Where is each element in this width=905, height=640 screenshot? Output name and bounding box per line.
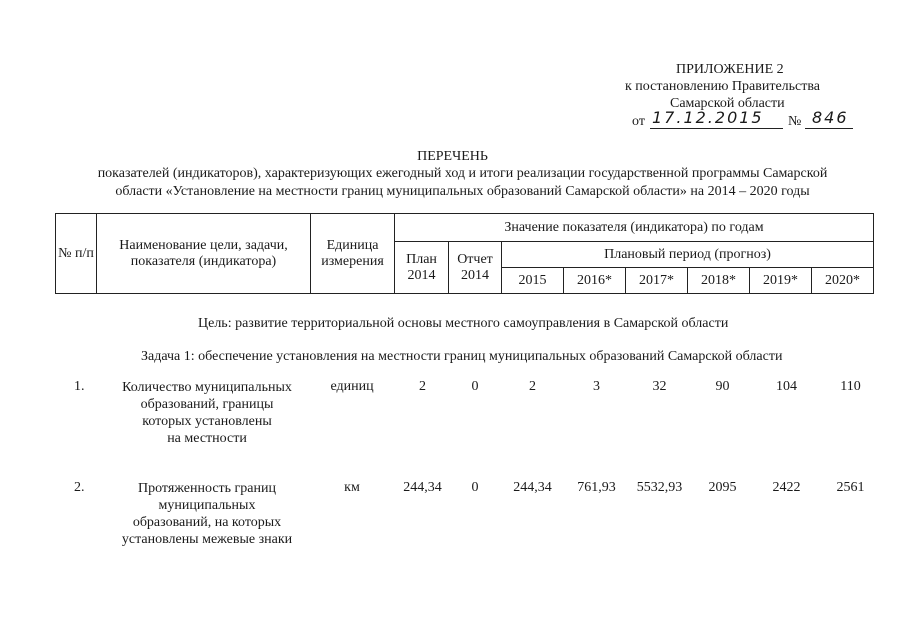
appendix-line-decree: к постановлению Правительства (625, 79, 821, 94)
row-2-value-2016: 761,93 (577, 480, 616, 495)
row-1-value-2015: 2 (529, 379, 536, 394)
header-values: Значение показателя (индикатора) по годам (395, 214, 874, 242)
row-1-number: 1. (74, 379, 85, 394)
appendix-date-value: 17.12.2015 (652, 108, 764, 127)
row-1-name-line: на местности (167, 431, 247, 446)
row-1-value-2019: 104 (776, 379, 797, 394)
header-report: Отчет 2014 (449, 242, 502, 294)
row-1-value-2017: 32 (652, 379, 667, 394)
row-2-name (102, 480, 312, 548)
header-year-2016: 2016* (564, 268, 626, 294)
header-planned-period: Плановый период (прогноз) (502, 242, 874, 268)
header-plan: План 2014 (395, 242, 449, 294)
header-year-2020: 2020* (812, 268, 874, 294)
document-title: ПЕРЕЧЕНЬ (417, 149, 488, 164)
header-year-2017: 2017* (626, 268, 688, 294)
row-1-name-line: образований, границы (140, 397, 274, 412)
row-2-value-2017: 5532,93 (636, 480, 683, 495)
appendix-line-region: Самарской области (670, 96, 785, 111)
appendix-number-value: 846 (812, 108, 849, 127)
row-2-name-line: образований, на которых (132, 515, 282, 530)
row-1-name (107, 379, 307, 447)
row-2-value-2018: 2095 (708, 480, 737, 495)
row-1-value-2016: 3 (593, 379, 600, 394)
row-2-value-2020: 2561 (836, 480, 865, 495)
row-2-report-2014: 0 (471, 480, 479, 495)
row-1-name-line: Количество муниципальных (122, 380, 292, 395)
row-1-report-2014: 0 (471, 379, 479, 394)
header-year-2018: 2018* (688, 268, 750, 294)
row-1-name-line: которых установлены (142, 414, 272, 429)
header-name: Наименование цели, задачи, показателя (индикатора) (97, 214, 311, 294)
header-unit: Единица измерения (311, 214, 395, 294)
row-1-value-2020: 110 (840, 379, 861, 394)
row-2-unit: км (344, 480, 360, 495)
appendix-date-prefix: от (632, 114, 645, 129)
row-1-unit: единиц (330, 379, 374, 394)
row-2-name-line: муниципальных (158, 498, 256, 513)
row-1-value-2018: 90 (715, 379, 730, 394)
goal-text: Цель: развитие территориальной основы местного самоуправления в Самарской области (198, 316, 729, 331)
document-subtitle-line2: области «Установление на местности границ муниципальных образований Самарской области» на 2014 – 2020 годы (115, 184, 810, 199)
row-2-value-2019: 2422 (772, 480, 801, 495)
row-1-plan-2014: 2 (419, 379, 426, 394)
row-2-number: 2. (74, 480, 85, 495)
header-year-2015: 2015 (502, 268, 564, 294)
task-text: Задача 1: обеспечение установления на местности границ муниципальных образований Самарской области (141, 349, 783, 364)
header-year-2019: 2019* (750, 268, 812, 294)
indicators-table-header (55, 213, 874, 294)
header-num: № п/п (56, 214, 97, 294)
row-2-plan-2014: 244,34 (403, 480, 442, 495)
appendix-number-prefix: № (788, 114, 802, 129)
row-2-name-line: Протяженность границ (138, 481, 276, 496)
document-subtitle-line1: показателей (индикаторов), характеризующих ежегодный ход и итоги реализации государственной программы Самарской (97, 166, 828, 181)
row-2-name-line: установлены межевые знаки (121, 532, 293, 547)
appendix-title: ПРИЛОЖЕНИЕ 2 (676, 62, 784, 77)
row-2-value-2015: 244,34 (513, 480, 552, 495)
